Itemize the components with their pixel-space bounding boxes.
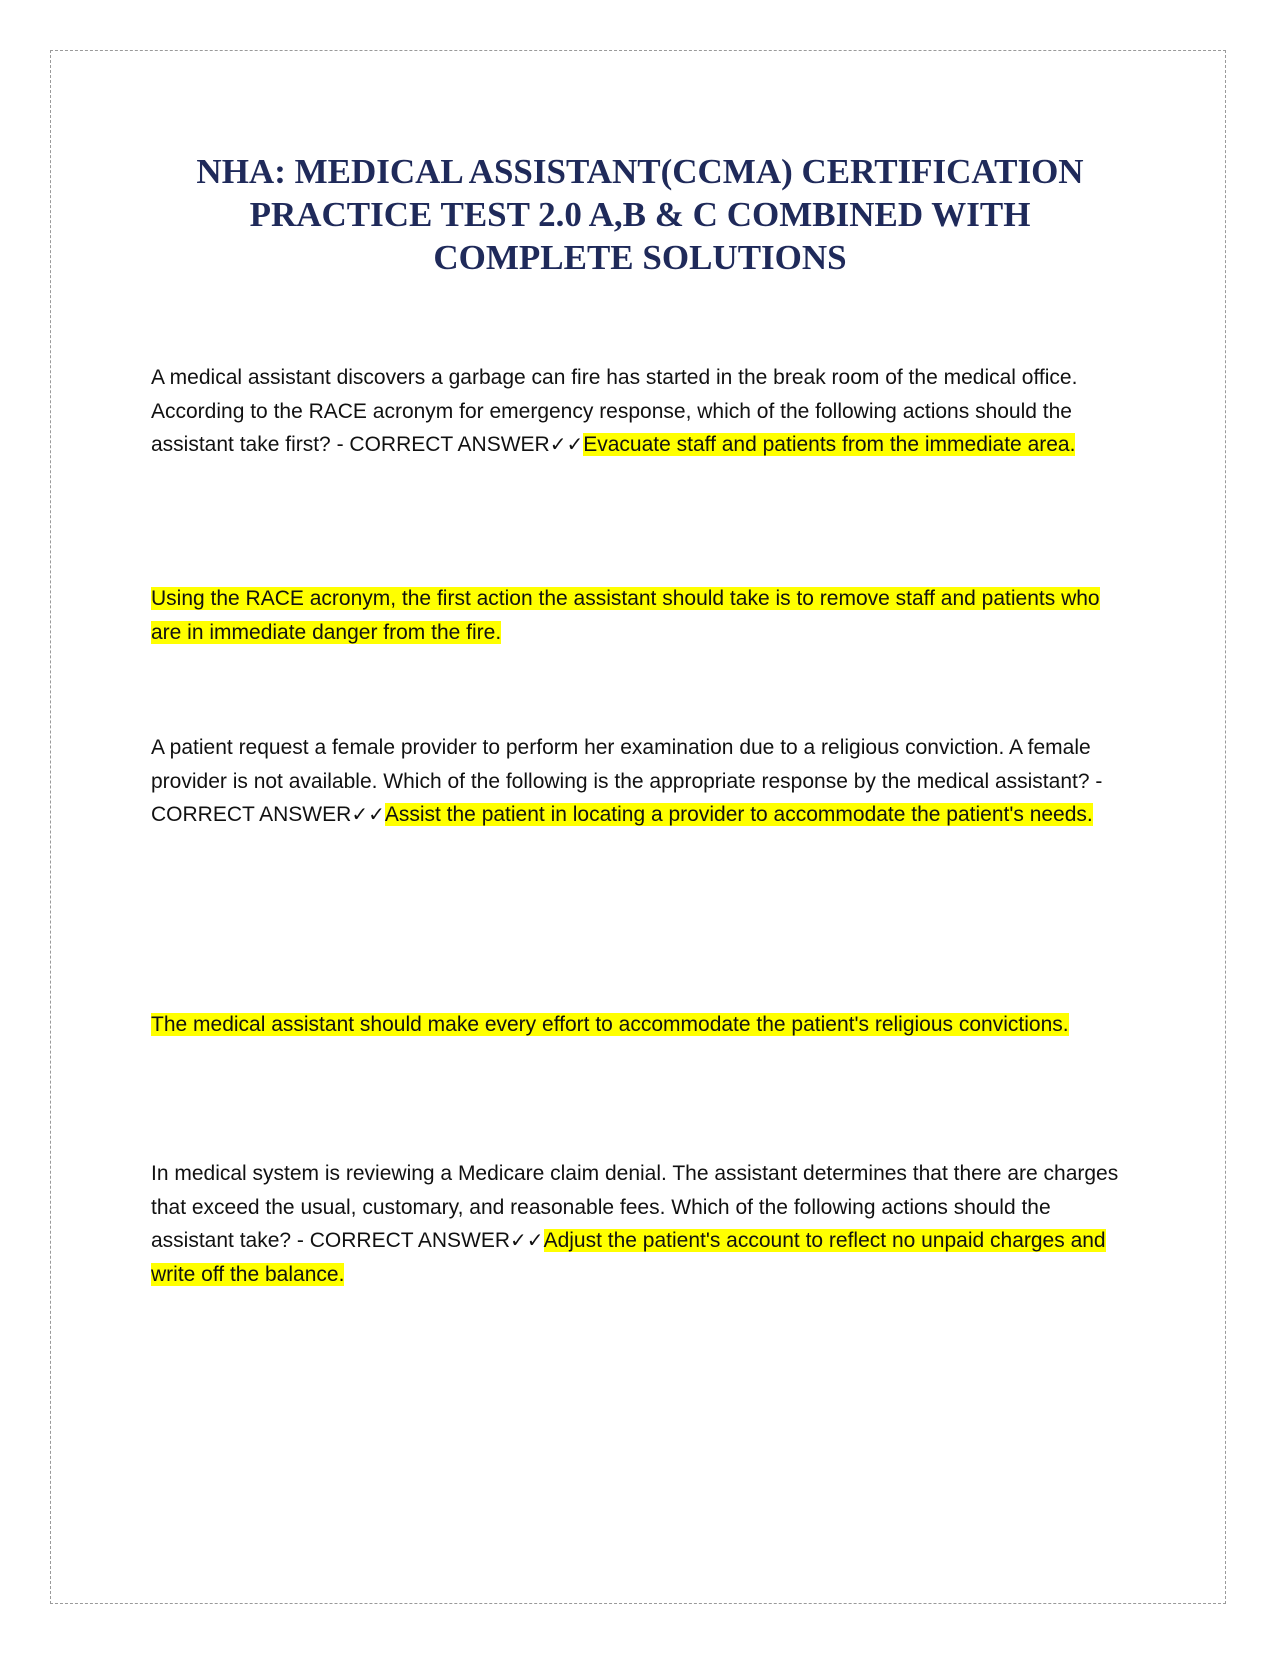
checkmark-icon: ✓✓	[549, 432, 584, 456]
title-line-3: COMPLETE SOLUTIONS	[433, 238, 847, 277]
document-title	[100, 150, 1180, 279]
checkmark-icon: ✓✓	[510, 1228, 544, 1252]
question-3-text: In medical system is reviewing a Medicare claim denial. The assistant determines that there are charges that exceed the usual, customary, and reasonable fees. Which of the following actions should the assistant take? - CORRECT ANSWER	[151, 1162, 1119, 1252]
question-2	[151, 731, 1131, 832]
question-3	[151, 1157, 1131, 1291]
title-line-2: PRACTICE TEST 2.0 A,B & C COMBINED WITH	[249, 195, 1031, 234]
explanation-2-text: The medical assistant should make every effort to accommodate the patient's religious convictions.	[151, 1013, 1069, 1036]
question-2-text: A patient request a female provider to perform her examination due to a religious conviction. A female provider is not available. Which of the following is the appropriate response by the medical assistant? - CORRECT ANSWER	[151, 736, 1103, 826]
explanation-2	[151, 1008, 1131, 1042]
question-1-text: A medical assistant discovers a garbage can fire has started in the break room of the medical office. According to the RACE acronym for emergency response, which of the following actions should the assistant take first? - CORRECT ANSWER	[151, 366, 1078, 456]
question-1	[151, 361, 1131, 462]
question-1-answer: Evacuate staff and patients from the immediate area.	[583, 433, 1076, 456]
question-2-answer: Assist the patient in locating a provider to accommodate the patient's needs.	[384, 803, 1093, 826]
explanation-1	[151, 582, 1131, 649]
title-line-1: NHA: MEDICAL ASSISTANT(CCMA) CERTIFICATION	[196, 152, 1084, 191]
explanation-1-text: Using the RACE acronym, the first action the assistant should take is to remove staff and patients who are in immediate danger from the fire.	[151, 587, 1100, 644]
checkmark-icon: ✓✓	[351, 802, 385, 826]
question-3-answer: Adjust the patient's account to reflect no unpaid charges and write off the balance.	[151, 1229, 1106, 1286]
